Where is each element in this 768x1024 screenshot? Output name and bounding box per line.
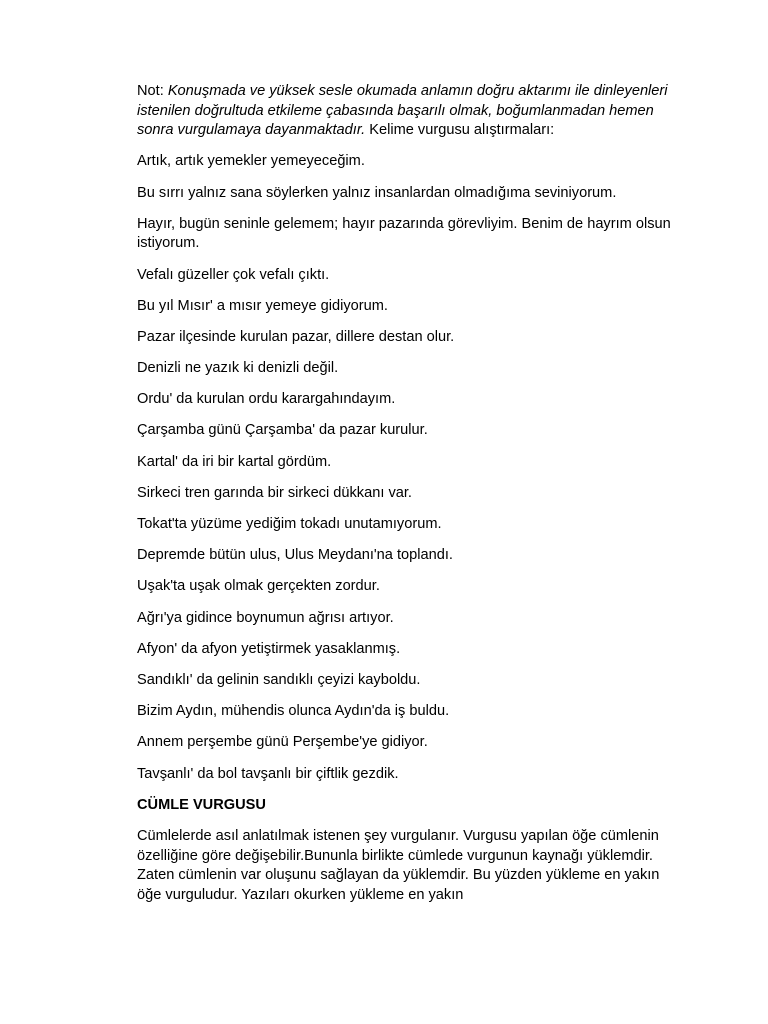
exercise-sentence: Tokat'ta yüzüme yediğim tokadı unutamıyorum. (137, 516, 442, 533)
exercise-sentence: Depremde bütün ulus, Ulus Meydanı'na toplandı. (137, 547, 453, 564)
section-heading: CÜMLE VURGUSU (137, 796, 266, 813)
exercise-sentence: Denizli ne yazık ki denizli değil. (137, 360, 339, 377)
exercise-sentence: Pazar ilçesinde kurulan pazar, dillere destan olur. (137, 328, 455, 345)
document-page (137, 82, 672, 905)
section-body: Cümlelerde asıl anlatılmak istenen şey vurgulanır. Vurgusu yapılan öğe cümlenin özelliğine göre değişebilir.Bununla birlikte cümlede vurgunun kaynağı yüklemdir. Zaten cümlenin var oluşunu sağlayan da yüklemdir. Bu yüzden yükleme en yakın öğe vurguludur. Yazıları okurken yükleme en yakın (137, 827, 660, 903)
exercise-sentence: Sirkeci tren garında bir sirkeci dükkanı var. (137, 484, 412, 501)
note-paragraph (137, 82, 672, 141)
exercise-sentence: Bu yıl Mısır' a mısır yemeye gidiyorum. (137, 297, 388, 314)
exercise-sentence: Uşak'ta uşak olmak gerçekten zordur. (137, 578, 380, 595)
exercise-sentence: Hayır, bugün seninle gelemem; hayır pazarında görevliyim. Benim de hayrım olsun istiyorum. (137, 215, 671, 252)
exercise-sentence: Ordu' da kurulan ordu karargahındayım. (137, 391, 396, 408)
exercise-sentence: Artık, artık yemekler yemeyeceğim. (137, 153, 365, 170)
exercise-sentence: Bu sırrı yalnız sana söylerken yalnız insanlardan olmadığıma seviniyorum. (137, 184, 617, 201)
exercise-sentence: Vefalı güzeller çok vefalı çıktı. (137, 266, 330, 283)
exercise-sentence: Çarşamba günü Çarşamba' da pazar kurulur. (137, 422, 428, 439)
exercise-sentence: Bizim Aydın, mühendis olunca Aydın'da iş buldu. (137, 703, 450, 720)
exercise-sentence: Ağrı'ya gidince boynumun ağrısı artıyor. (137, 609, 394, 626)
exercise-sentence: Sandıklı' da gelinin sandıklı çeyizi kayboldu. (137, 671, 421, 688)
exercise-sentence: Tavşanlı' da bol tavşanlı bir çiftlik gezdik. (137, 765, 399, 782)
note-label: Not: (137, 83, 168, 99)
exercise-sentence: Annem perşembe günü Perşembe'ye gidiyor. (137, 734, 428, 751)
note-italic-text: Konuşmada ve yüksek sesle okumada anlamın doğru aktarımı ile dinleyenleri istenilen doğrultuda etkileme çabasında başarılı olmak, boğumlanmadan hemen sonra vurgulamaya dayanmaktadır. (137, 83, 668, 139)
note-tail-text: Kelime vurgusu alıştırmaları: (365, 122, 555, 139)
exercise-sentence: Kartal' da iri bir kartal gördüm. (137, 453, 332, 470)
exercise-sentence: Afyon' da afyon yetiştirmek yasaklanmış. (137, 640, 401, 657)
